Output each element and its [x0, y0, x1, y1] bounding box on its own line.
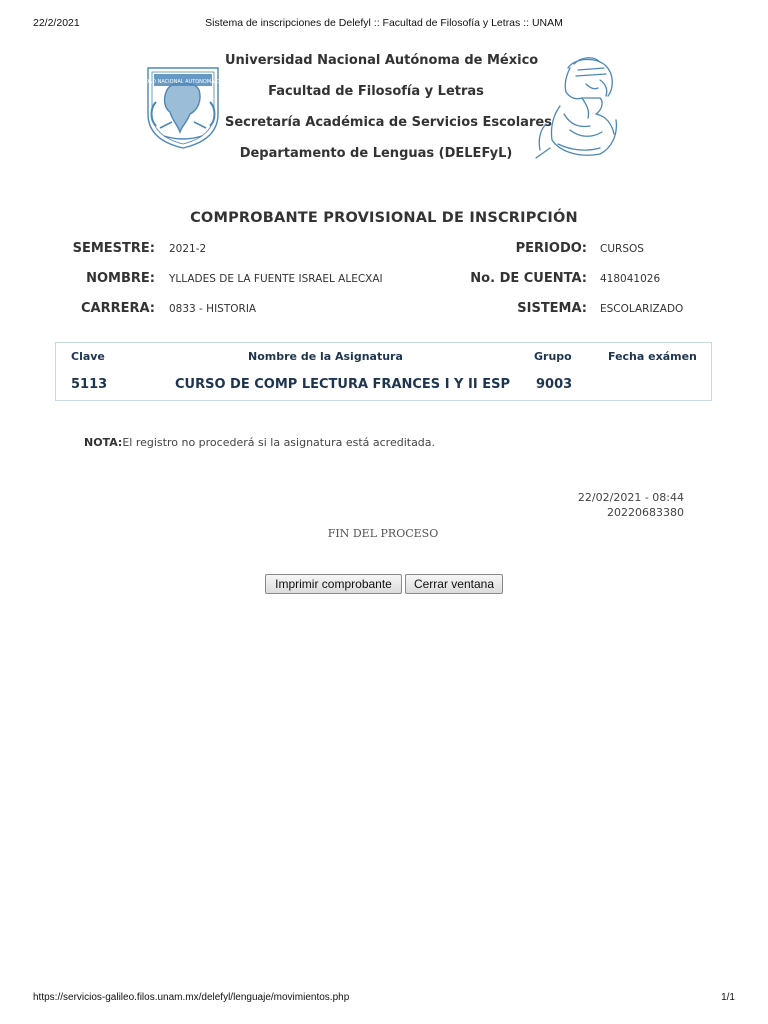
cell-asignatura: CURSO DE COMP LECTURA FRANCES I Y II ESP — [175, 377, 510, 392]
carrera-label: CARRERA: — [80, 301, 155, 316]
semestre-label: SEMESTRE: — [72, 241, 155, 256]
faculty-name: Facultad de Filosofía y Letras — [268, 84, 484, 99]
header-fecha-examen: Fecha exámen — [608, 350, 697, 363]
carrera-value: 0833 - HISTORIA — [169, 303, 257, 315]
document-title: COMPROBANTE PROVISIONAL DE INSCRIPCIÓN — [190, 210, 578, 226]
close-window-button[interactable]: Cerrar ventana — [405, 574, 503, 594]
print-page-title: Sistema de inscripciones de Delefyl :: Facultad de Filosofía y Letras :: UNAM — [205, 17, 563, 29]
header-grupo: Grupo — [534, 350, 572, 363]
cuenta-value: 418041026 — [600, 273, 661, 285]
timestamp-folio: 20220683380 — [607, 506, 684, 519]
secretariat-name: Secretaría Académica de Servicios Escolares — [225, 115, 552, 130]
cuenta-label: No. DE CUENTA: — [470, 271, 587, 286]
print-footer — [33, 992, 735, 1008]
cell-grupo: 9003 — [536, 377, 573, 392]
process-end-text: FIN DEL PROCESO — [327, 527, 439, 540]
department-name: Departamento de Lenguas (DELEFyL) — [239, 146, 513, 161]
nombre-label: NOMBRE: — [86, 271, 155, 286]
sistema-value: ESCOLARIZADO — [600, 303, 684, 315]
university-name: Universidad Nacional Autónoma de México — [225, 53, 539, 68]
print-date: 22/2/2021 — [33, 17, 80, 29]
nombre-value: YLLADES DE LA FUENTE ISRAEL ALECXAI — [169, 273, 383, 285]
course-table — [55, 342, 712, 401]
note-label: NOTA: — [84, 436, 123, 449]
header-asignatura: Nombre de la Asignatura — [248, 350, 403, 363]
note — [84, 436, 435, 449]
periodo-value: CURSOS — [600, 243, 644, 255]
print-url: https://servicios-galileo.filos.unam.mx/delefyl/lenguaje/movimientos.php — [33, 992, 350, 1003]
print-receipt-button[interactable]: Imprimir comprobante — [265, 574, 402, 594]
unam-shield-icon — [121, 62, 245, 150]
timestamp-datetime: 22/02/2021 - 08:44 — [577, 491, 684, 504]
periodo-label: PERIODO: — [515, 241, 587, 256]
note-text: El registro no procederá si la asignatura está acreditada. — [122, 436, 436, 449]
semestre-value: 2021-2 — [169, 243, 207, 255]
print-page-number: 1/1 — [721, 992, 735, 1003]
sistema-label: SISTEMA: — [517, 301, 587, 316]
athena-head-icon — [530, 54, 628, 166]
cell-clave: 5113 — [71, 377, 108, 392]
print-header — [33, 17, 735, 33]
header-clave: Clave — [71, 350, 105, 363]
svg-text:UNIVERSIDAD NACIONAL AUTONOMA: UNIVERSIDAD NACIONAL AUTONOMA DE MEXICO — [121, 79, 245, 85]
